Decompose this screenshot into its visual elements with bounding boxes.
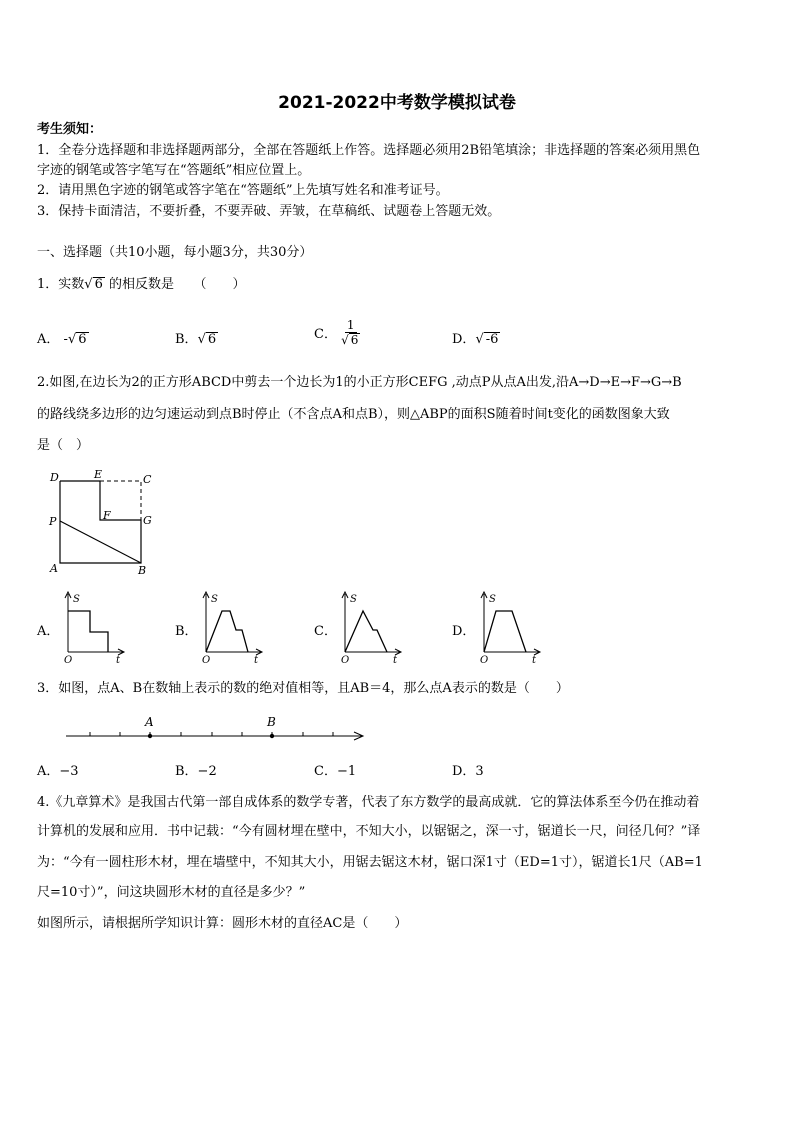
q3-label-a: A xyxy=(145,715,154,729)
notice-heading: 考生须知： xyxy=(37,122,103,137)
q2-c-curve xyxy=(345,611,387,652)
q3-point-a xyxy=(148,734,152,738)
q1-option-c-label: C． xyxy=(314,327,337,342)
q1-option-c-radicand: 6 xyxy=(350,333,359,347)
q1-option-c-fraction xyxy=(341,318,360,347)
q4-line-1: 4.《九章算术》是我国古代第一部自成体系的数学专著，代表了东方数学的最高成就．它的算法体系至今仍在推动着 xyxy=(37,795,700,810)
q2-c-s-label: S xyxy=(350,594,357,605)
q1-option-d[interactable]: D．√ -6 xyxy=(452,332,499,347)
q3-number-line xyxy=(60,712,370,748)
q2-c-t-label: t xyxy=(393,655,398,665)
q2-line-3: 是（ ） xyxy=(37,438,90,453)
q2-b-curve xyxy=(206,611,248,652)
q3-option-d[interactable]: D．3 xyxy=(452,764,484,779)
q4-line-2: 计算机的发展和应用．书中记载：“今有圆材埋在壁中，不知大小，以锯锯之，深一寸，锯道长一尺，问径几何？”译 xyxy=(37,824,701,839)
q1-option-d-radicand: -6 xyxy=(485,332,499,347)
q2-b-s-label: S xyxy=(211,594,218,605)
q1-option-a-sign: - xyxy=(63,332,68,347)
q1-option-c-numerator: 1 xyxy=(346,318,355,332)
notice-item-1-line-2: 字迹的钢笔或答字笔写在“答题纸”相应位置上。 xyxy=(37,163,311,178)
notice-item-3: 3．保持卡面清洁，不要折叠，不要弄破、弄皱，在草稿纸、试题卷上答题无效。 xyxy=(37,204,501,219)
q2-label-d: D xyxy=(50,471,59,484)
q2-label-a: A xyxy=(50,562,58,575)
q2-a-origin-label: O xyxy=(64,655,73,665)
q4-line-3: 为：“今有一圆柱形木材，埋在墙壁中，不知其大小，用锯去锯这木材，锯口深1寸（ED=1寸），锯道长1尺（AB=1 xyxy=(37,855,703,870)
q3-option-a[interactable]: A．−3 xyxy=(37,764,79,779)
q3-option-b[interactable]: B．−2 xyxy=(175,764,217,779)
section-heading: 一、选择题（共10小题，每小题3分，共30分） xyxy=(37,245,313,260)
q2-option-a-graph[interactable] xyxy=(60,590,130,665)
q1-option-a[interactable]: A． -√ 6 xyxy=(37,332,87,347)
q2-a-t-label: t xyxy=(116,655,121,665)
notice-item-1-line-1: 1．全卷分选择题和非选择题两部分，全部在答题纸上作答。选择题必须用2B铅笔填涂；非选择题的答案必须用黑色 xyxy=(37,143,701,158)
page-title: 2021-2022中考数学模拟试卷 xyxy=(278,93,516,113)
q2-figure xyxy=(44,468,164,578)
q4-line-4: 尺=10寸）”，问这块圆形木材的直径是多少？” xyxy=(37,885,306,900)
q2-option-b-graph[interactable] xyxy=(198,590,268,665)
q1-stem: 1．实数√ 6 的相反数是 （ ） xyxy=(37,277,246,292)
q2-d-origin-label: O xyxy=(480,655,489,665)
q2-c-origin-label: O xyxy=(341,655,350,665)
q2-option-b-label[interactable]: B． xyxy=(175,624,198,639)
q2-d-curve xyxy=(484,611,526,652)
q2-label-b: B xyxy=(138,564,147,577)
q2-label-e: E xyxy=(94,468,103,481)
notice-item-2: 2．请用黑色字迹的钢笔或答字笔在“答题纸”上先填写姓名和准考证号。 xyxy=(37,183,449,198)
q1-option-c[interactable] xyxy=(314,318,360,347)
q1-option-d-label: D． xyxy=(452,332,476,347)
q2-option-c-label[interactable]: C． xyxy=(314,624,337,639)
q3-ticks xyxy=(90,732,333,736)
q2-figure-polygon xyxy=(60,481,141,563)
q1-option-a-radicand: 6 xyxy=(78,332,87,347)
q1-option-a-label: A． xyxy=(37,332,60,347)
q1-option-b[interactable]: B．√ 6 xyxy=(175,332,217,347)
q2-d-s-label: S xyxy=(489,594,496,605)
q3-stem: 3．如图，点A、B在数轴上表示的数的绝对值相等，且AB＝4，那么点A表示的数是（ ） xyxy=(37,681,569,696)
q1-option-b-label: B． xyxy=(175,332,198,347)
q1-stem-prefix: 1．实数 xyxy=(37,277,85,292)
q2-option-a-label[interactable]: A． xyxy=(37,624,60,639)
q3-label-b: B xyxy=(267,715,276,729)
q2-label-p: P xyxy=(49,515,57,528)
q2-label-c: C xyxy=(143,473,152,486)
q1-radicand: 6 xyxy=(94,277,103,292)
q2-line-1: 2.如图,在边长为2的正方形ABCD中剪去一个边长为1的小正方形CEFG ,动点P从点A出发,沿A→D→E→F→G→B xyxy=(37,375,682,390)
q2-option-d-graph[interactable] xyxy=(476,590,546,665)
q2-option-d-label[interactable]: D． xyxy=(452,624,476,639)
q2-figure-segment-pb xyxy=(60,521,141,563)
q2-line-2: 的路线绕多边形的边匀速运动到点B时停止（不含点A和点B），则△ABP的面积S随着时间t变化的函数图象大致 xyxy=(37,407,670,422)
q2-option-c-graph[interactable] xyxy=(337,590,407,665)
q1-option-b-radicand: 6 xyxy=(207,332,217,347)
q2-label-f: F xyxy=(103,509,111,522)
q2-label-g: G xyxy=(143,514,152,527)
q1-stem-suffix: 的相反数是 （ ） xyxy=(109,277,246,292)
q3-option-c[interactable]: C．−1 xyxy=(314,764,357,779)
q1-option-c-denominator: √ 6 xyxy=(341,333,359,347)
q4-line-5: 如图所示，请根据所学知识计算：圆形木材的直径AC是（ ） xyxy=(37,916,408,931)
q2-a-curve xyxy=(68,611,108,652)
q2-a-s-label: S xyxy=(73,594,80,605)
q3-point-b xyxy=(270,734,274,738)
q2-d-t-label: t xyxy=(532,655,537,665)
q2-b-origin-label: O xyxy=(202,655,211,665)
q2-b-t-label: t xyxy=(254,655,259,665)
